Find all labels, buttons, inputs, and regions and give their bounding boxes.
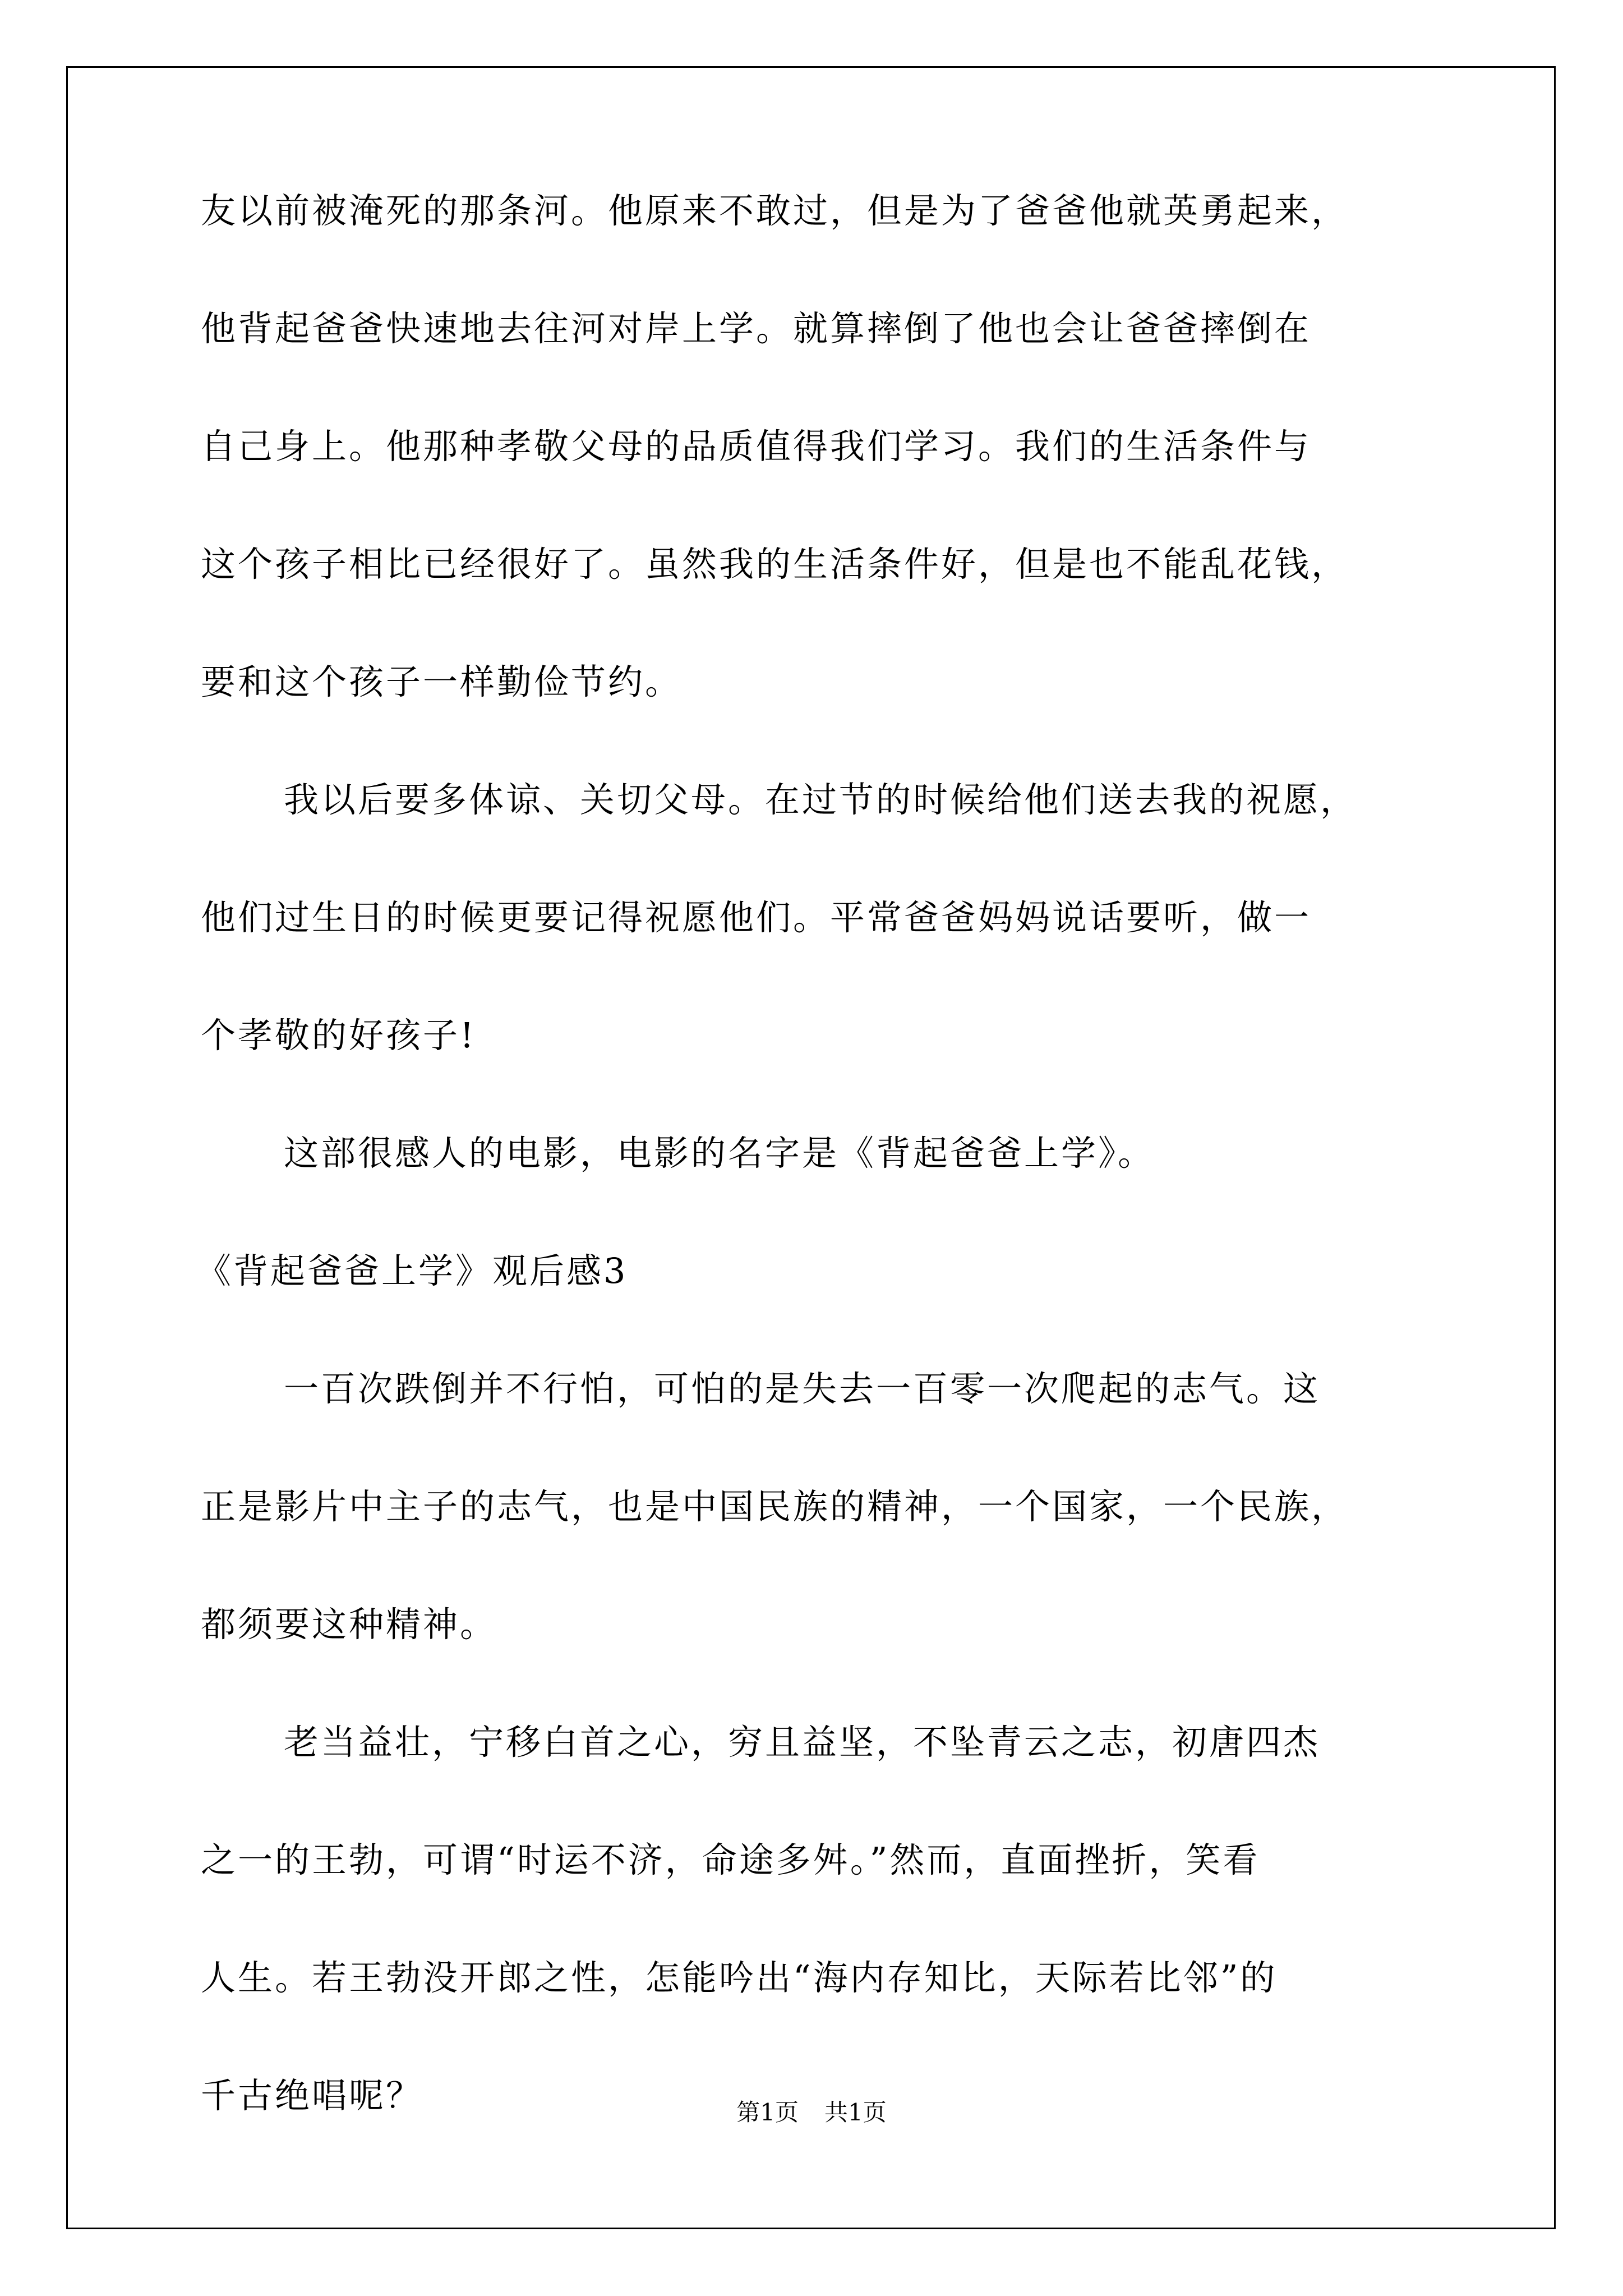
paragraph-first-line: 老当益壮，宁移白首之心，穷且益坚，不坠青云之志，初唐四杰 xyxy=(284,1722,1321,1763)
body-text-line: 友以前被淹死的那条河。他原来不敢过，但是为了爸爸他就英勇起来， xyxy=(201,190,1349,231)
body-text-line: 都须要这种精神。 xyxy=(201,1604,497,1645)
page-number-total: 共1页 xyxy=(824,2099,887,2126)
paragraph-first-line: 一百次跌倒并不行怕，可怕的是失去一百零一次爬起的志气。这 xyxy=(284,1368,1321,1409)
page-number-current: 第1页 xyxy=(736,2099,799,2126)
body-text-line: 要和这个孩子一样勤俭节约。 xyxy=(201,661,683,702)
body-text-line: 人生。若王勃没开郎之性，怎能吟出“海内存知比，天际若比邻”的 xyxy=(201,1957,1278,1998)
section-heading: 《背起爸爸上学》观后感3 xyxy=(196,1250,628,1291)
body-text-line: 个孝敬的好孩子! xyxy=(201,1015,476,1056)
body-text-line: 之一的王勃，可谓“时运不济，命途多舛。”然而，直面挫折，笑看 xyxy=(201,1839,1260,1880)
page-footer xyxy=(0,2101,1623,2124)
body-text-line: 他们过生日的时候更要记得祝愿他们。平常爸爸妈妈说话要听，做一 xyxy=(201,897,1312,938)
paragraph-first-line: 我以后要多体谅、关切父母。在过节的时候给他们送去我的祝愿， xyxy=(284,779,1358,820)
body-text-line: 他背起爸爸快速地去往河对岸上学。就算摔倒了他也会让爸爸摔倒在 xyxy=(201,308,1312,349)
body-text-line: 自己身上。他那种孝敬父母的品质值得我们学习。我们的生活条件与 xyxy=(201,426,1312,467)
document-body xyxy=(196,190,1435,2196)
body-text-line: 千古绝唱呢？ xyxy=(201,2075,423,2116)
paragraph-first-line: 这部很感人的电影，电影的名字是《背起爸爸上学》。 xyxy=(284,1133,1155,1174)
body-text-line: 正是影片中主子的志气，也是中国民族的精神，一个国家，一个民族， xyxy=(201,1486,1349,1527)
body-text-line: 这个孩子相比已经很好了。虽然我的生活条件好，但是也不能乱花钱， xyxy=(201,544,1349,585)
